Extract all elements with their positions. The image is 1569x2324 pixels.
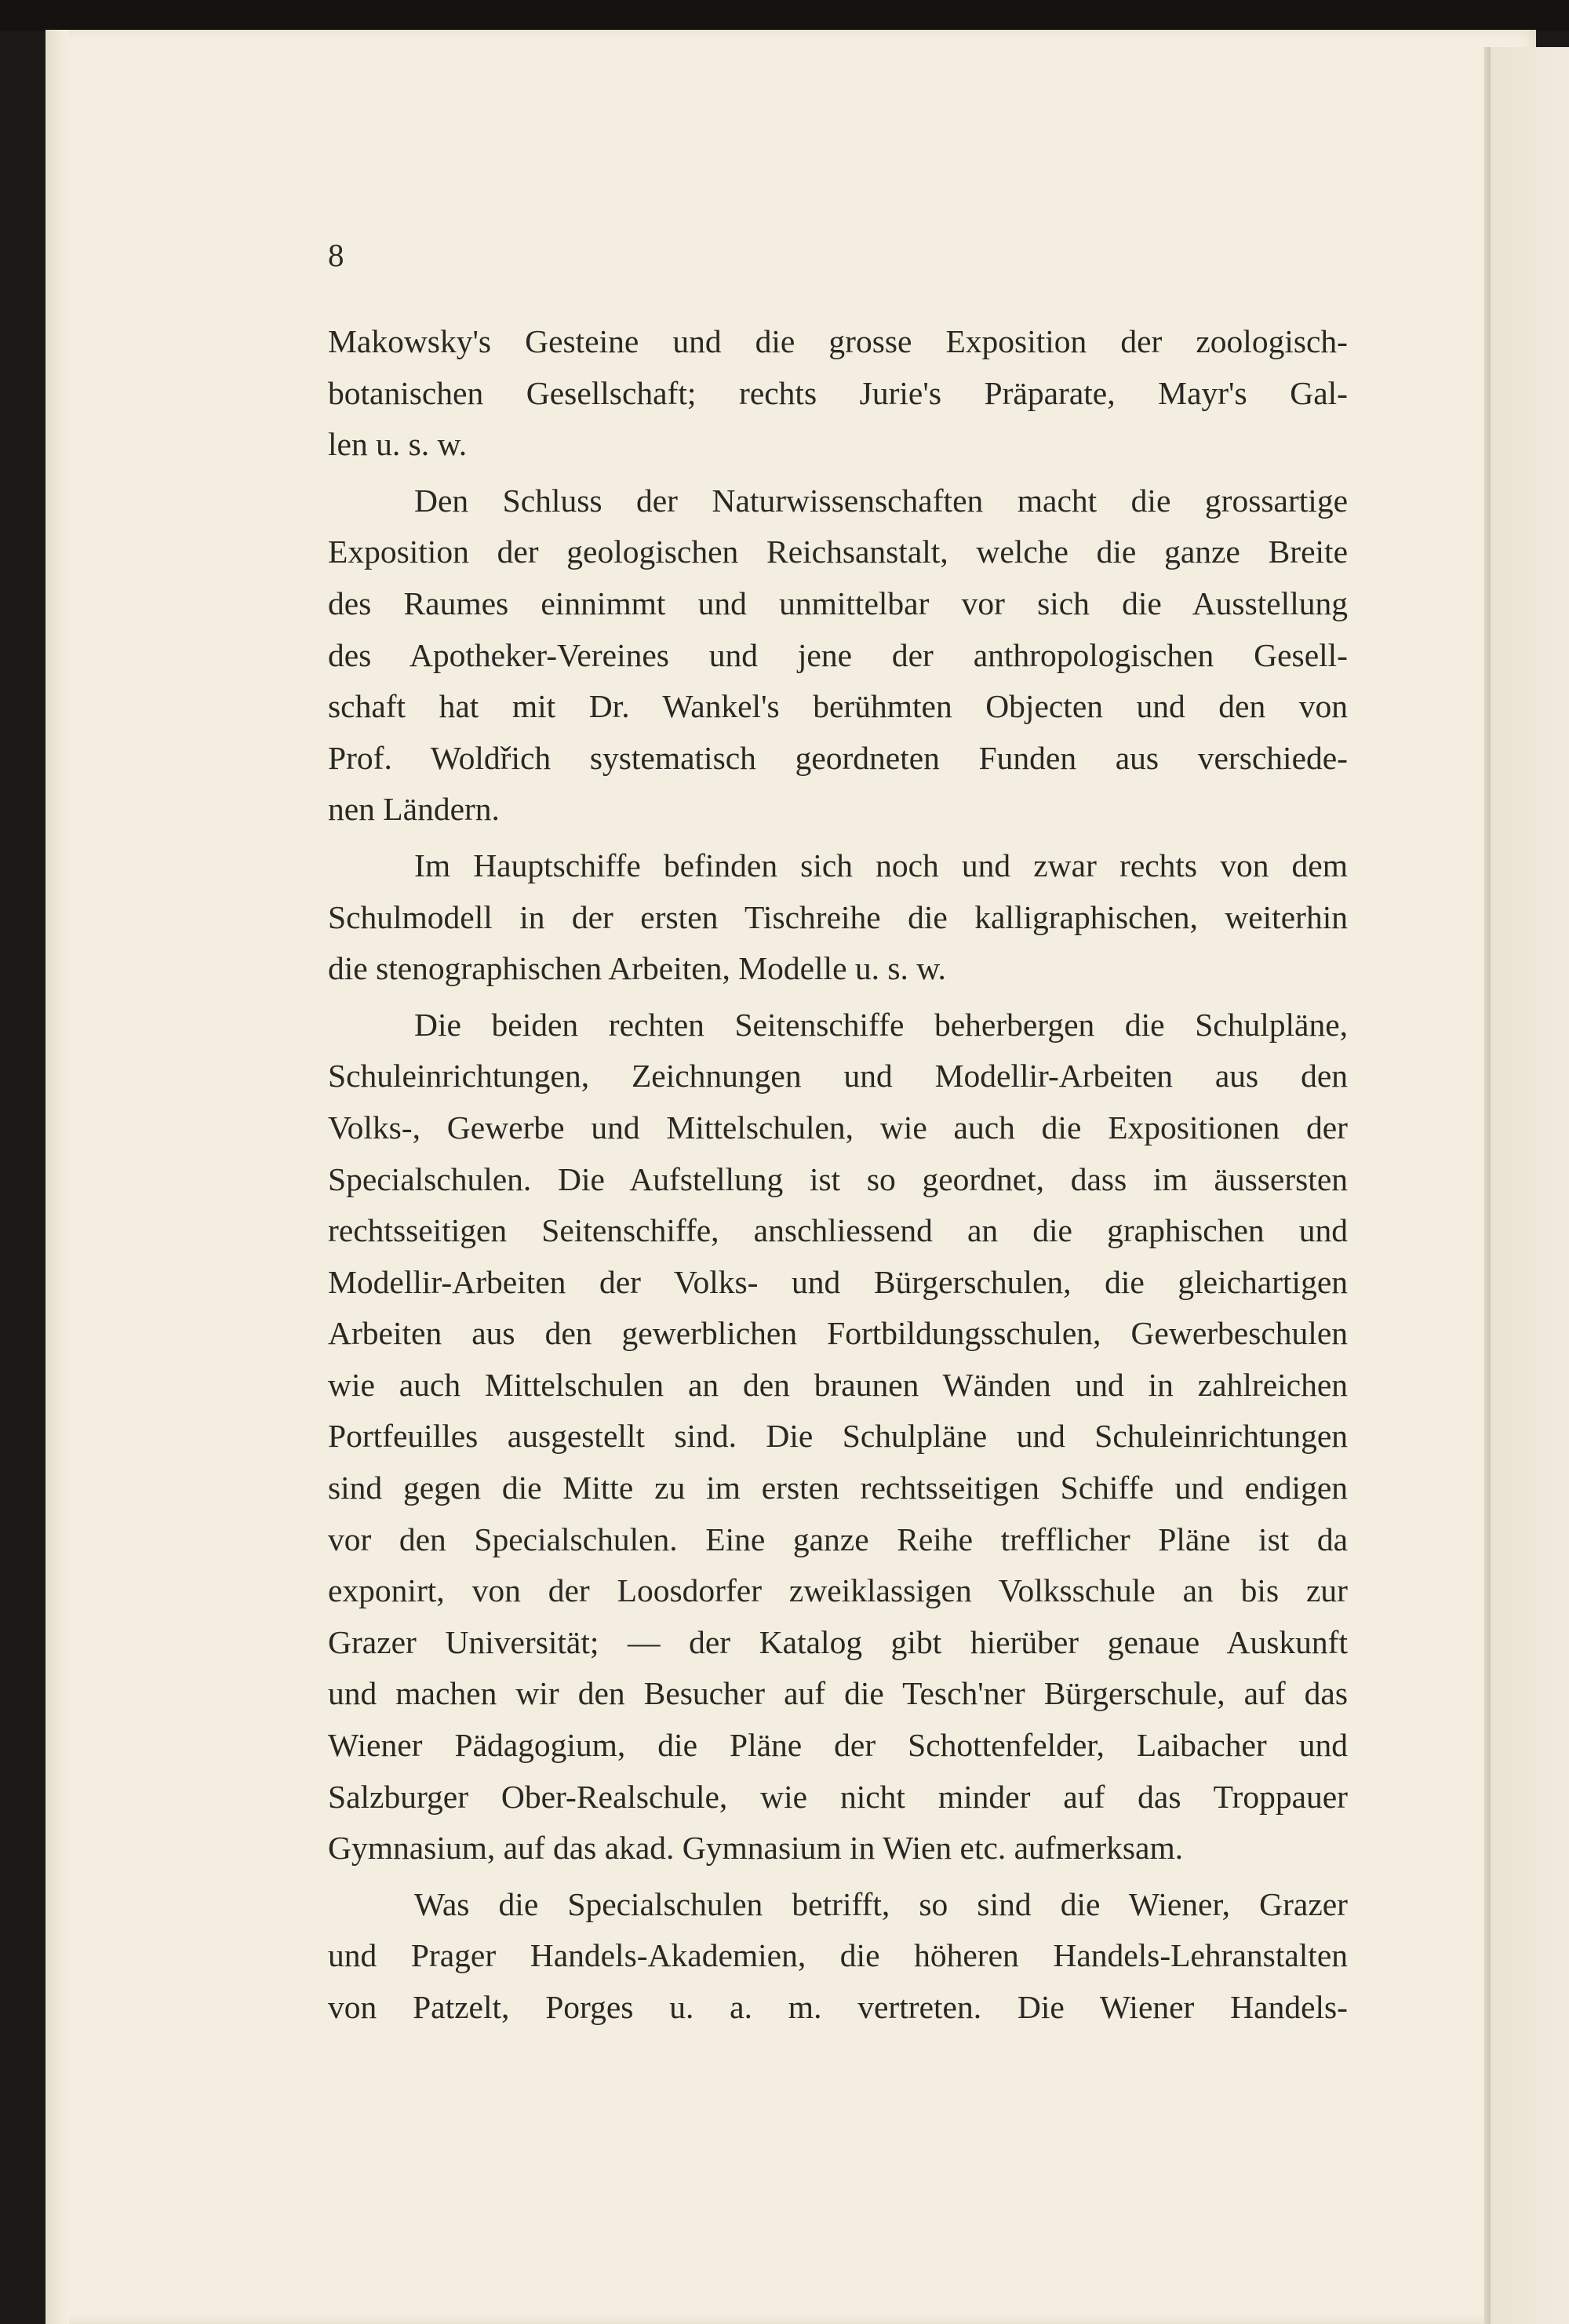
text-line: Modellir-Arbeiten der Volks- und Bürgerschulen, die gleichartigen [328, 1263, 1348, 1300]
text-line: wie auch Mittelschulen an den braunen Wänden und in zahlreichen [328, 1366, 1348, 1403]
text-line: Arbeiten aus den gewerblichen Fortbildungsschulen, Gewerbeschulen [328, 1315, 1348, 1352]
text-line: Prof. Woldřich systematisch geordneten Funden aus verschiede- [328, 739, 1348, 776]
text-line: schaft hat mit Dr. Wankel's berühmten Objecten und den von [328, 688, 1348, 725]
text-line: Exposition der geologischen Reichsanstalt, welche die ganze Breite [328, 534, 1348, 570]
text-line: sind gegen die Mitte zu im ersten rechtsseitigen Schiffe und endigen [328, 1470, 1348, 1506]
text-line: von Patzelt, Porges u. a. m. vertreten. Die Wiener Handels- [328, 1989, 1348, 2025]
text-line: Was die Specialschulen betrifft, so sind die Wiener, Grazer [414, 1885, 1348, 1922]
text-line: Portfeuilles ausgestellt sind. Die Schulpläne und Schuleinrichtungen [328, 1418, 1348, 1455]
text-line: Volks-, Gewerbe und Mittelschulen, wie auch die Expositionen der [328, 1109, 1348, 1146]
paragraph [328, 475, 1348, 836]
paragraph [328, 1879, 1348, 2034]
page-number: 8 [328, 237, 344, 273]
paragraph [328, 1000, 1348, 1874]
text-line: Den Schluss der Naturwissenschaften macht die grossartige [414, 482, 1348, 519]
page-right-edge [1484, 47, 1491, 2324]
page-binding-shadow [46, 30, 69, 2324]
text-line: rechtsseitigen Seitenschiffe, anschliessend an die graphischen und [328, 1212, 1348, 1249]
text-line: Salzburger Ober-Realschule, wie nicht minder auf das Troppauer [328, 1778, 1348, 1815]
text-line: exponirt, von der Loosdorfer zweiklassigen Volksschule an bis zur [328, 1572, 1348, 1609]
text-line: und Prager Handels-Akademien, die höheren Handels-Lehranstalten [328, 1937, 1348, 1974]
text-line: botanischen Gesellschaft; rechts Jurie's Präparate, Mayr's Gal- [328, 374, 1348, 411]
text-line: len u. s. w. [328, 426, 468, 463]
text-line: Die beiden rechten Seitenschiffe beherbergen die Schulpläne, [414, 1006, 1348, 1043]
paragraph [328, 840, 1348, 995]
text-line: Gymnasium, auf das akad. Gymnasium in Wien etc. aufmerksam. [328, 1830, 1184, 1867]
paragraph [328, 316, 1348, 471]
text-line: Grazer Universität; — der Katalog gibt hierüber genaue Auskunft [328, 1623, 1348, 1660]
text-line: vor den Specialschulen. Eine ganze Reihe trefflicher Pläne ist da [328, 1521, 1348, 1557]
text-line: Specialschulen. Die Aufstellung ist so geordnet, dass im äussersten [328, 1160, 1348, 1197]
text-line: die stenographischen Arbeiten, Modelle u. s. w. [328, 950, 946, 987]
text-line: Im Hauptschiffe befinden sich noch und zwar rechts von dem [414, 847, 1348, 883]
text-line: des Raumes einnimmt und unmittelbar vor sich die Ausstellung [328, 585, 1348, 621]
body-text [328, 316, 1348, 2034]
text-line: nen Ländern. [328, 791, 500, 828]
text-line: Wiener Pädagogium, die Pläne der Schottenfelder, Laibacher und [328, 1727, 1348, 1764]
text-line: Schuleinrichtungen, Zeichnungen und Modellir-Arbeiten aus den [328, 1058, 1348, 1095]
scan-background-top [0, 0, 1569, 31]
text-line: des Apotheker-Vereines und jene der anthropologischen Gesell- [328, 636, 1348, 673]
next-page-margin [1491, 47, 1569, 2324]
text-line: Makowsky's Gesteine und die grosse Exposition der zoologisch- [328, 323, 1348, 359]
text-line: Schulmodell in der ersten Tischreihe die kalligraphischen, weiterhin [328, 898, 1348, 935]
text-line: und machen wir den Besucher auf die Tesch'ner Bürgerschule, auf das [328, 1675, 1348, 1712]
